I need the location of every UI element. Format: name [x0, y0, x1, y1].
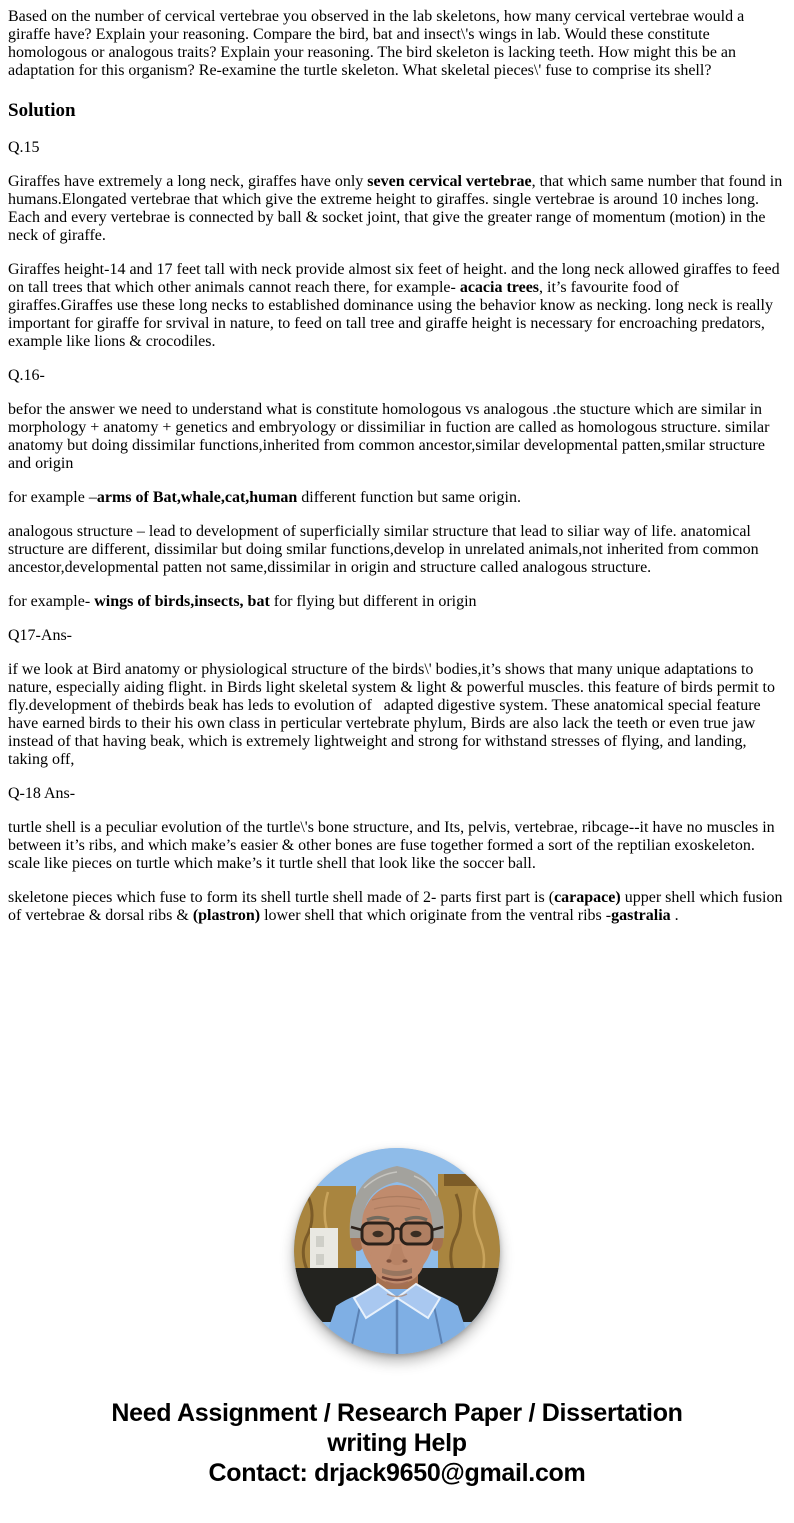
paragraph: befor the answer we need to understand what is constitute homologous vs analogous .the stucture which are similar in morphology + anatomy + genetics and embryology or dissimiliar in fuction are called as homologous structure. similar anatomy but doing dissimilar functions,inherited from common ancestor,similar developmental patten,smilar structure and origin: [8, 401, 770, 472]
footer-contact-email: Contact: drjack9650@gmail.com: [208, 1459, 586, 1487]
portrait-section: [8, 1148, 786, 1354]
paragraph: for example –arms of Bat,whale,cat,human different function but same origin.: [8, 489, 521, 506]
paragraph: Giraffes height-14 and 17 feet tall with neck provide almost six feet of height. and the long neck allowed giraffes to feed on tall trees that which other animals cannot reach there, for example- acacia trees, it’s favourite food of giraffes.Giraffes use these long necks to established dominance using the behavior know as necking. long neck is really important for giraffe for srvival in nature, to feed on tall tree and giraffe height is necessary for encroaching predators, example like lions & crocodiles.: [8, 261, 780, 350]
paragraph: Q.15: [8, 139, 40, 156]
paragraph: Q.16-: [8, 367, 45, 384]
footer-headline-line1: Need Assignment / Research Paper / Dissertation: [111, 1399, 683, 1427]
solution-heading: Solution: [8, 100, 76, 121]
portrait-eye-left: [373, 1231, 384, 1237]
paragraph: turtle shell is a peculiar evolution of the turtle\'s bone structure, and Its, pelvis, vertebrae, ribcage--it have no muscles in between it’s ribs, and which make’s easier & other bones are fuse together formed a sort of the reptilian exoskeleton. scale like pieces on turtle which make’s it turtle shell that look like the soccer ball.: [8, 819, 775, 872]
footer-headline-line2: writing Help: [327, 1429, 467, 1457]
footer: [8, 1398, 786, 1512]
paragraph: analogous structure – lead to development of superficially similar structure that lead to siliar way of life. anatomical structure are different, dissimilar but doing smilar functions,develop in unrelated animals,not inherited from common ancestor,developmental patten not same,dissimilar in origin and structure called analogous structure.: [8, 523, 759, 576]
solution-text: [8, 8, 786, 925]
paragraph: skeletone pieces which fuse to form its shell turtle shell made of 2- parts first part is (carapace) upper shell which fusion of vertebrae & dorsal ribs & (plastron) lower shell that which originate from the ventral ribs -gastralia .: [8, 889, 783, 924]
paragraph: for example- wings of birds,insects, bat for flying but different in origin: [8, 593, 477, 610]
paragraph: Giraffes have extremely a long neck, giraffes have only seven cervical vertebrae, that which same number that found in humans.Elongated vertebrae that which give the extreme height to giraffes. single vertebrae is around 10 inches long. Each and every vertebrae is connected by ball & socket joint, that give the greater range of momentum (motion) in the neck of giraffe.: [8, 173, 783, 244]
paragraph: Q-18 Ans-: [8, 785, 76, 802]
tutor-photo: [294, 1148, 500, 1354]
portrait-eye-right: [411, 1231, 422, 1237]
paragraph: Based on the number of cervical vertebrae you observed in the lab skeletons, how many cervical vertebrae would a giraffe have? Explain your reasoning. Compare the bird, bat and insect\'s wings in lab. Would these constitute homologous or analogous traits? Explain your reasoning. The bird skeleton is lacking teeth. How might this be an adaptation for this organism? Re-examine the turtle skeleton. What skeletal pieces\' fuse to comprise its shell?: [8, 8, 745, 79]
document-page: [8, 8, 786, 1512]
portrait-illustration: [294, 1148, 500, 1354]
paragraph: if we look at Bird anatomy or physiological structure of the birds\' bodies,it’s shows that many unique adaptations to nature, especially aiding flight. in Birds light skeletal system & light & powerful muscles. this feature of birds permit to fly.development of thebirds beak has leds to evolution of adapted digestive system. These anatomical special feature have earned birds to their his own class in perticular vertebrate phylum, Birds are also lack the teeth or even true jaw instead of that having beak, which is extremely lightweight and strong for withstand stresses of flying, and landing, taking off,: [8, 661, 775, 768]
paragraph: Q17-Ans-: [8, 627, 72, 644]
